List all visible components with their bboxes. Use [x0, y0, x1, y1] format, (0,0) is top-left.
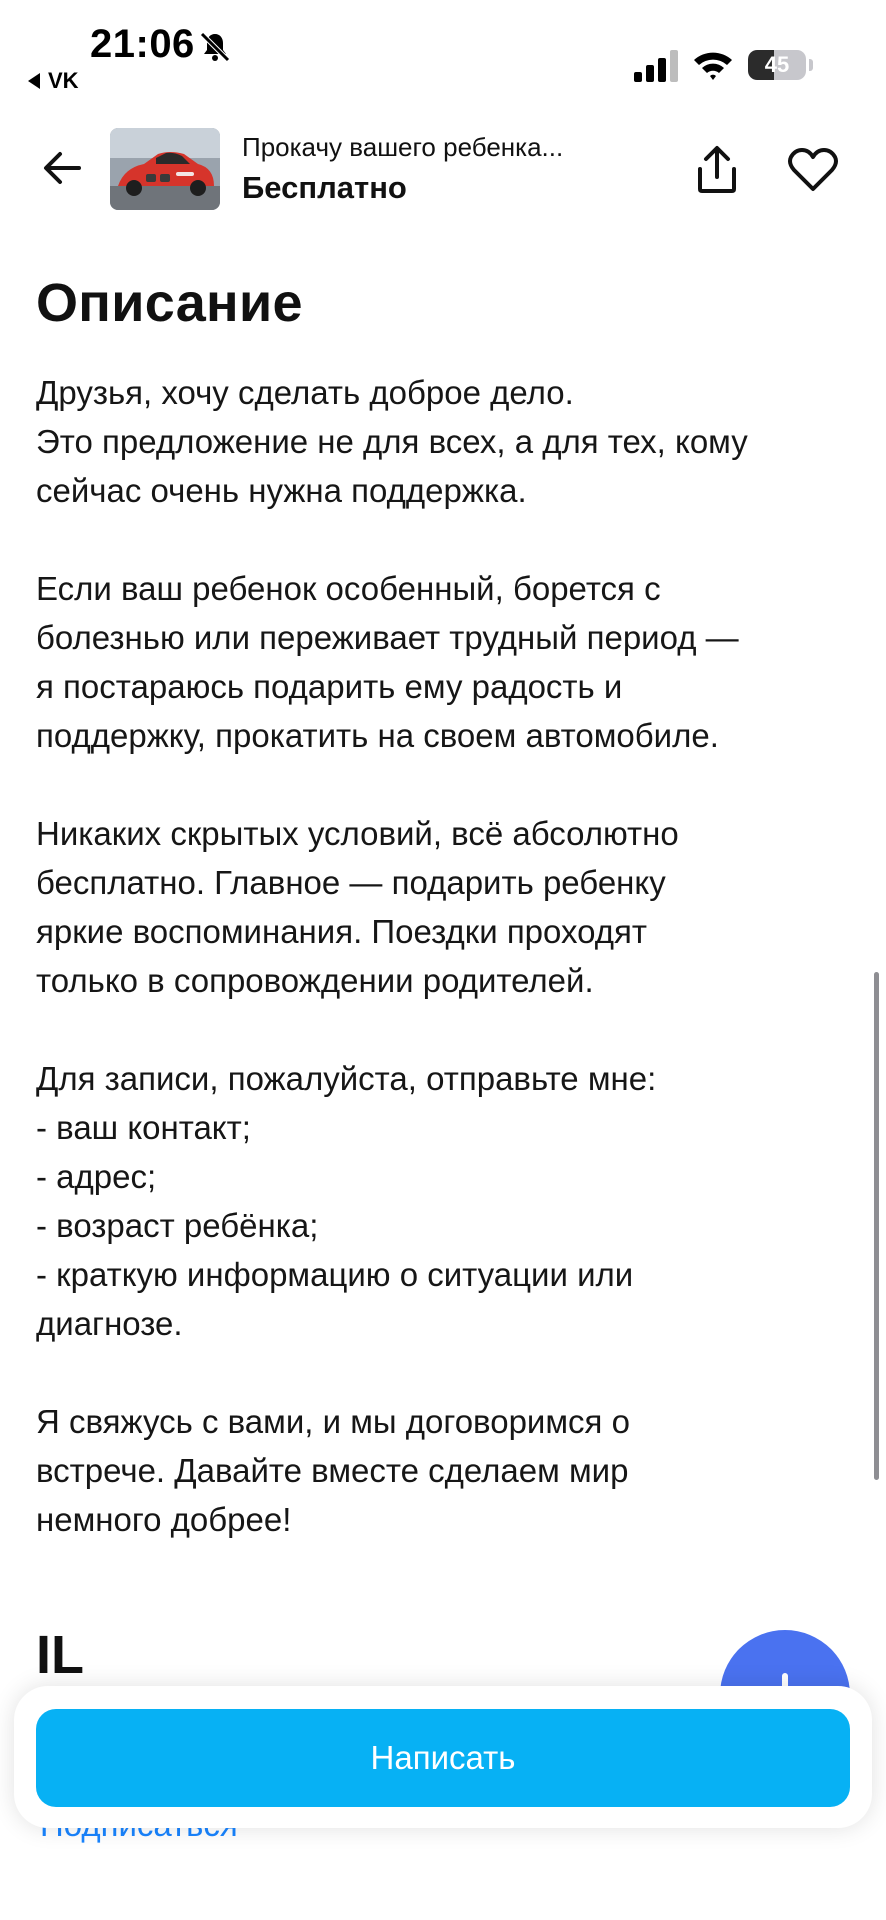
- description-line: [36, 515, 856, 564]
- description-line: сейчас очень нужна поддержка.: [36, 472, 527, 509]
- back-to-app-label: VK: [48, 68, 79, 93]
- description-line: яркие воспоминания. Поездки проходят: [36, 913, 648, 950]
- description-line: Друзья, хочу сделать доброе дело.: [36, 374, 574, 411]
- description-line: - краткую информацию о ситуации или: [36, 1256, 634, 1293]
- description-line: бесплатно. Главное — подарить ребенку: [36, 864, 666, 901]
- wifi-icon: [692, 48, 734, 82]
- heart-icon: [787, 147, 839, 193]
- description-line: немного добрее!: [36, 1501, 292, 1538]
- description-line: Для записи, пожалуйста, отправьте мне:: [36, 1060, 657, 1097]
- description-line: болезнью или переживает трудный период —: [36, 619, 739, 656]
- battery-cap: [809, 59, 813, 71]
- back-button[interactable]: [40, 146, 84, 190]
- seller-heading: IL: [36, 1625, 84, 1685]
- listing-title: Прокачу вашего ребенка...: [242, 132, 564, 162]
- description-line: Никаких скрытых условий, всё абсолютно: [36, 815, 679, 852]
- status-bar: [0, 0, 886, 100]
- back-to-app-link[interactable]: [28, 68, 79, 94]
- favorite-button[interactable]: [786, 146, 840, 194]
- listing-price: Бесплатно: [242, 170, 407, 205]
- caret-left-icon: [28, 73, 40, 89]
- arrow-left-icon: [42, 150, 82, 186]
- car-photo: [110, 128, 220, 210]
- listing-thumbnail[interactable]: [110, 128, 220, 210]
- description-line: поддержку, прокатить на своем автомобиле.: [36, 717, 719, 754]
- description-heading: Описание: [36, 273, 303, 333]
- description-line: встрече. Давайте вместе сделаем мир: [36, 1452, 629, 1489]
- battery-indicator: [748, 50, 806, 80]
- description-line: - возраст ребёнка;: [36, 1207, 319, 1244]
- description-line: я постараюсь подарить ему радость и: [36, 668, 623, 705]
- write-message-button[interactable]: Написать: [36, 1709, 850, 1807]
- battery-level: 45: [764, 52, 790, 77]
- description-line: [36, 760, 856, 809]
- scroll-indicator[interactable]: [874, 972, 879, 1480]
- description-text: [36, 368, 856, 1544]
- description-line: Я свяжусь с вами, и мы договоримся о: [36, 1403, 630, 1440]
- description-line: - адрес;: [36, 1158, 157, 1195]
- description-line: диагнозе.: [36, 1305, 183, 1342]
- description-line: Это предложение не для всех, а для тех, кому: [36, 423, 748, 460]
- description-line: - ваш контакт;: [36, 1109, 251, 1146]
- status-time: 21:06: [90, 22, 195, 66]
- description-line: [36, 1348, 856, 1397]
- description-line: только в сопровождении родителей.: [36, 962, 594, 999]
- description-line: Если ваш ребенок особенный, борется с: [36, 570, 661, 607]
- description-line: [36, 1005, 856, 1054]
- share-button[interactable]: [692, 144, 742, 196]
- cellular-signal-icon: [634, 50, 678, 82]
- bell-off-icon: [198, 30, 232, 64]
- share-icon: [694, 145, 740, 195]
